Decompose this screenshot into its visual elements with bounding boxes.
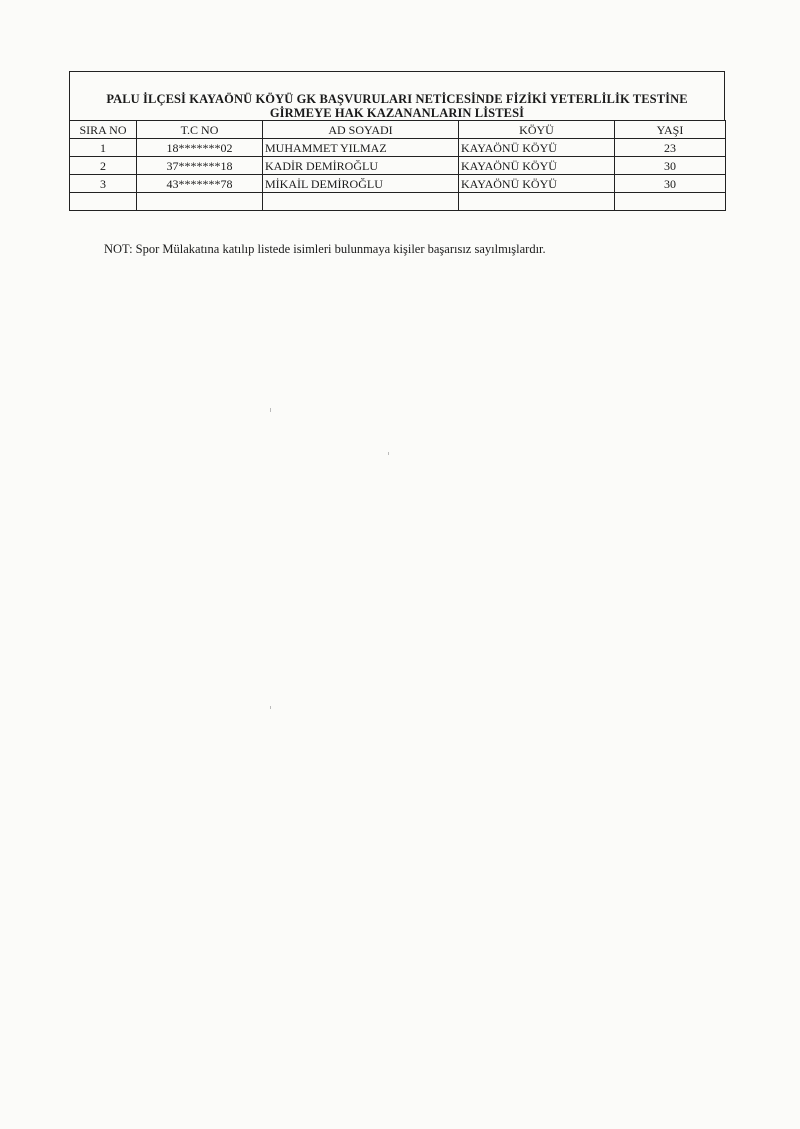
cell-tc: 18*******02 — [137, 139, 263, 157]
table-row — [70, 175, 726, 193]
document-title-line1: PALU İLÇESİ KAYAÖNÜ KÖYÜ GK BAŞVURULARI NETİCESİNDE FİZİKİ YETERLİLİK TESTİNE — [106, 92, 688, 106]
cell-yasi: 23 — [615, 139, 726, 157]
scan-speck — [270, 706, 271, 709]
header-ad-soyadi: AD SOYADI — [263, 121, 459, 139]
cell-empty — [70, 193, 137, 211]
cell-koyu: KAYAÖNÜ KÖYÜ — [459, 175, 615, 193]
cell-tc: 43*******78 — [137, 175, 263, 193]
cell-sira: 2 — [70, 157, 137, 175]
cell-empty — [615, 193, 726, 211]
cell-sira: 3 — [70, 175, 137, 193]
candidates-table — [69, 120, 726, 211]
cell-ad-soyadi: KADİR DEMİROĞLU — [263, 157, 459, 175]
table-row — [70, 139, 726, 157]
scan-speck — [270, 408, 271, 412]
header-tc-no: T.C NO — [137, 121, 263, 139]
title-box — [69, 71, 725, 120]
table-header-row — [70, 121, 726, 139]
cell-sira: 1 — [70, 139, 137, 157]
cell-koyu: KAYAÖNÜ KÖYÜ — [459, 157, 615, 175]
scan-speck — [388, 452, 389, 455]
cell-ad-soyadi: MİKAİL DEMİROĞLU — [263, 175, 459, 193]
table-row — [70, 157, 726, 175]
cell-koyu: KAYAÖNÜ KÖYÜ — [459, 139, 615, 157]
header-sira-no: SIRA NO — [70, 121, 137, 139]
cell-empty — [263, 193, 459, 211]
cell-tc: 37*******18 — [137, 157, 263, 175]
document-title-line2: GİRMEYE HAK KAZANANLARIN LİSTESİ — [269, 106, 525, 120]
header-koyu: KÖYÜ — [459, 121, 615, 139]
footnote: NOT: Spor Mülakatına katılıp listede isimleri bulunmaya kişiler başarısız sayılmışlardır. — [104, 242, 546, 256]
cell-yasi: 30 — [615, 157, 726, 175]
cell-empty — [459, 193, 615, 211]
table-row-empty — [70, 193, 726, 211]
cell-empty — [137, 193, 263, 211]
cell-yasi: 30 — [615, 175, 726, 193]
header-yasi: YAŞI — [615, 121, 726, 139]
cell-ad-soyadi: MUHAMMET YILMAZ — [263, 139, 459, 157]
